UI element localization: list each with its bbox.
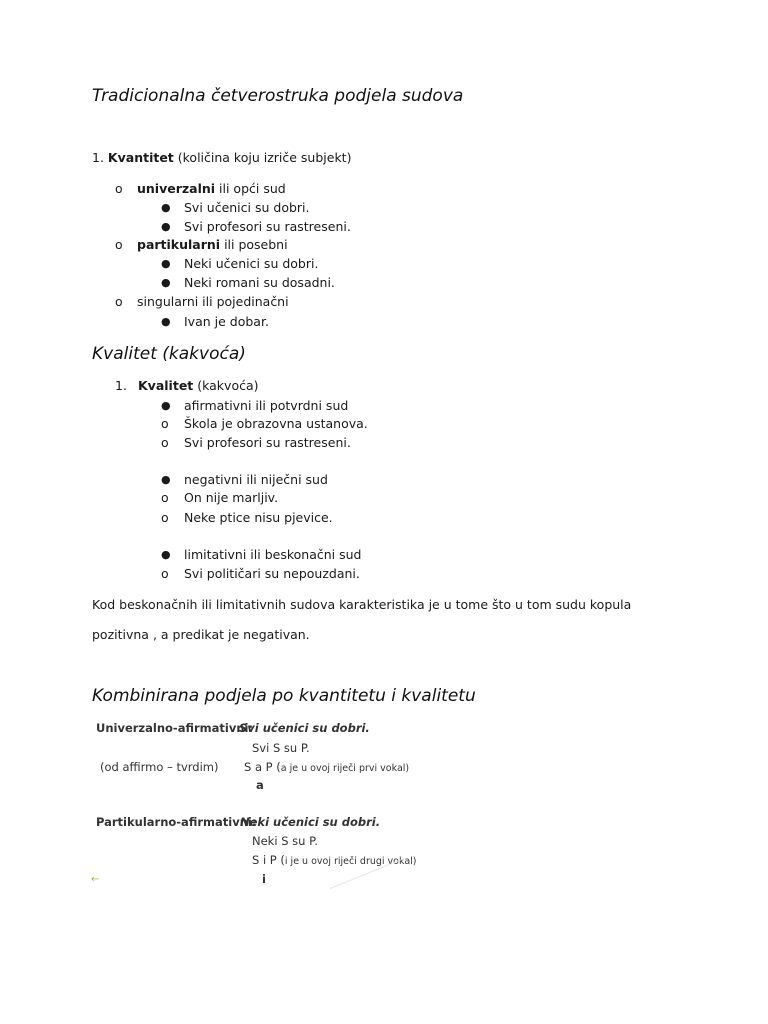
kvalitet-heading: Kvalitet (kakvoća) — [92, 344, 246, 364]
example-item: Svi profesori su rastreseni. — [184, 435, 351, 450]
ua-formula: Svi S su P. — [252, 741, 310, 755]
kvantitet-heading — [92, 150, 351, 165]
kvalitet-number: 1. — [115, 378, 127, 393]
kvalitet-note: (kakvoća) — [193, 378, 259, 393]
kombinirana-heading: Kombinirana podjela po kvantitetu i kvalitetu — [92, 686, 476, 706]
example-item: Svi učenici su dobri. — [184, 200, 310, 215]
pa-example: Neki učenici su dobri. — [240, 815, 381, 829]
list-marker: o — [161, 566, 169, 581]
page-title: Tradicionalna četverostruka podjela sudova — [92, 86, 464, 106]
judgment-type: afirmativni ili potvrdni sud — [184, 398, 349, 413]
list-item-singularni: singularni ili pojedinačni — [137, 294, 289, 309]
list-marker: o — [161, 435, 169, 450]
example-item: Škola je obrazovna ustanova. — [184, 416, 368, 431]
paragraph-line: Kod beskonačnih ili limitativnih sudova karakteristika je u tome što u tom sudu kopula — [92, 597, 632, 612]
list-marker: o — [115, 237, 123, 252]
example-item: Neki učenici su dobri. — [184, 256, 319, 271]
list-marker: o — [115, 181, 123, 196]
item-bold-term: univerzalni — [137, 181, 216, 196]
list-item-partikularni — [137, 237, 288, 252]
example-item: On nije marljiv. — [184, 490, 279, 505]
kvalitet-label: Kvalitet — [138, 378, 194, 393]
list-item-univerzalni — [137, 181, 286, 196]
example-item: Svi političari su nepouzdani. — [184, 566, 360, 581]
list-marker: o — [161, 510, 169, 525]
judgment-type: negativni ili niječni sud — [184, 472, 328, 487]
item-bold-term: partikularni — [137, 237, 221, 252]
bullet-icon: ● — [161, 399, 171, 412]
judgment-type: limitativni ili beskonačni sud — [184, 547, 362, 562]
list-marker: o — [115, 294, 123, 309]
kvantitet-label: Kvantitet — [107, 150, 174, 165]
list-marker: o — [161, 490, 169, 505]
bullet-icon: ● — [161, 276, 171, 289]
kvantitet-number: 1. — [92, 150, 104, 165]
ua-note: a je u ovoj riječi prvi vokal) — [280, 763, 410, 774]
bullet-icon: ● — [161, 315, 171, 328]
pa-sip-formula: S i P ( — [252, 853, 285, 867]
pa-formula: Neki S su P. — [252, 834, 318, 848]
pa-letter: i — [262, 872, 266, 886]
example-item: Ivan je dobar. — [184, 314, 269, 329]
list-marker: o — [161, 416, 169, 431]
ua-example: Svi učenici su dobri. — [239, 721, 370, 735]
bullet-icon: ● — [161, 473, 171, 486]
paragraph-line: pozitivna , a predikat je negativan. — [92, 627, 310, 642]
bullet-icon: ● — [161, 257, 171, 270]
item-rest-text: ili opći sud — [215, 181, 286, 196]
example-item: Neke ptice nisu pjevice. — [184, 510, 333, 525]
ua-sap-formula: S a P ( — [244, 760, 281, 774]
bullet-icon: ● — [161, 548, 171, 561]
kvantitet-note: (količina koju izriče subjekt) — [173, 150, 352, 165]
example-item: Neki romani su dosadni. — [184, 275, 335, 290]
ua-sap — [244, 760, 409, 774]
ua-label: Univerzalno-afirmativni: — [96, 721, 254, 735]
pa-sip — [252, 853, 417, 867]
example-item: Svi profesori su rastreseni. — [184, 219, 351, 234]
pa-note: i je u ovoj riječi drugi vokal) — [284, 856, 417, 867]
pa-label: Partikularno-afirmativni: — [96, 815, 257, 829]
kvalitet-label-line — [138, 378, 259, 393]
ua-letter: a — [256, 778, 264, 792]
arrow-left-icon: ← — [91, 874, 100, 885]
bullet-icon: ● — [161, 201, 171, 214]
item-rest-text: ili posebni — [220, 237, 288, 252]
bullet-icon: ● — [161, 220, 171, 233]
ua-origin: (od affirmo – tvrdim) — [100, 760, 219, 774]
